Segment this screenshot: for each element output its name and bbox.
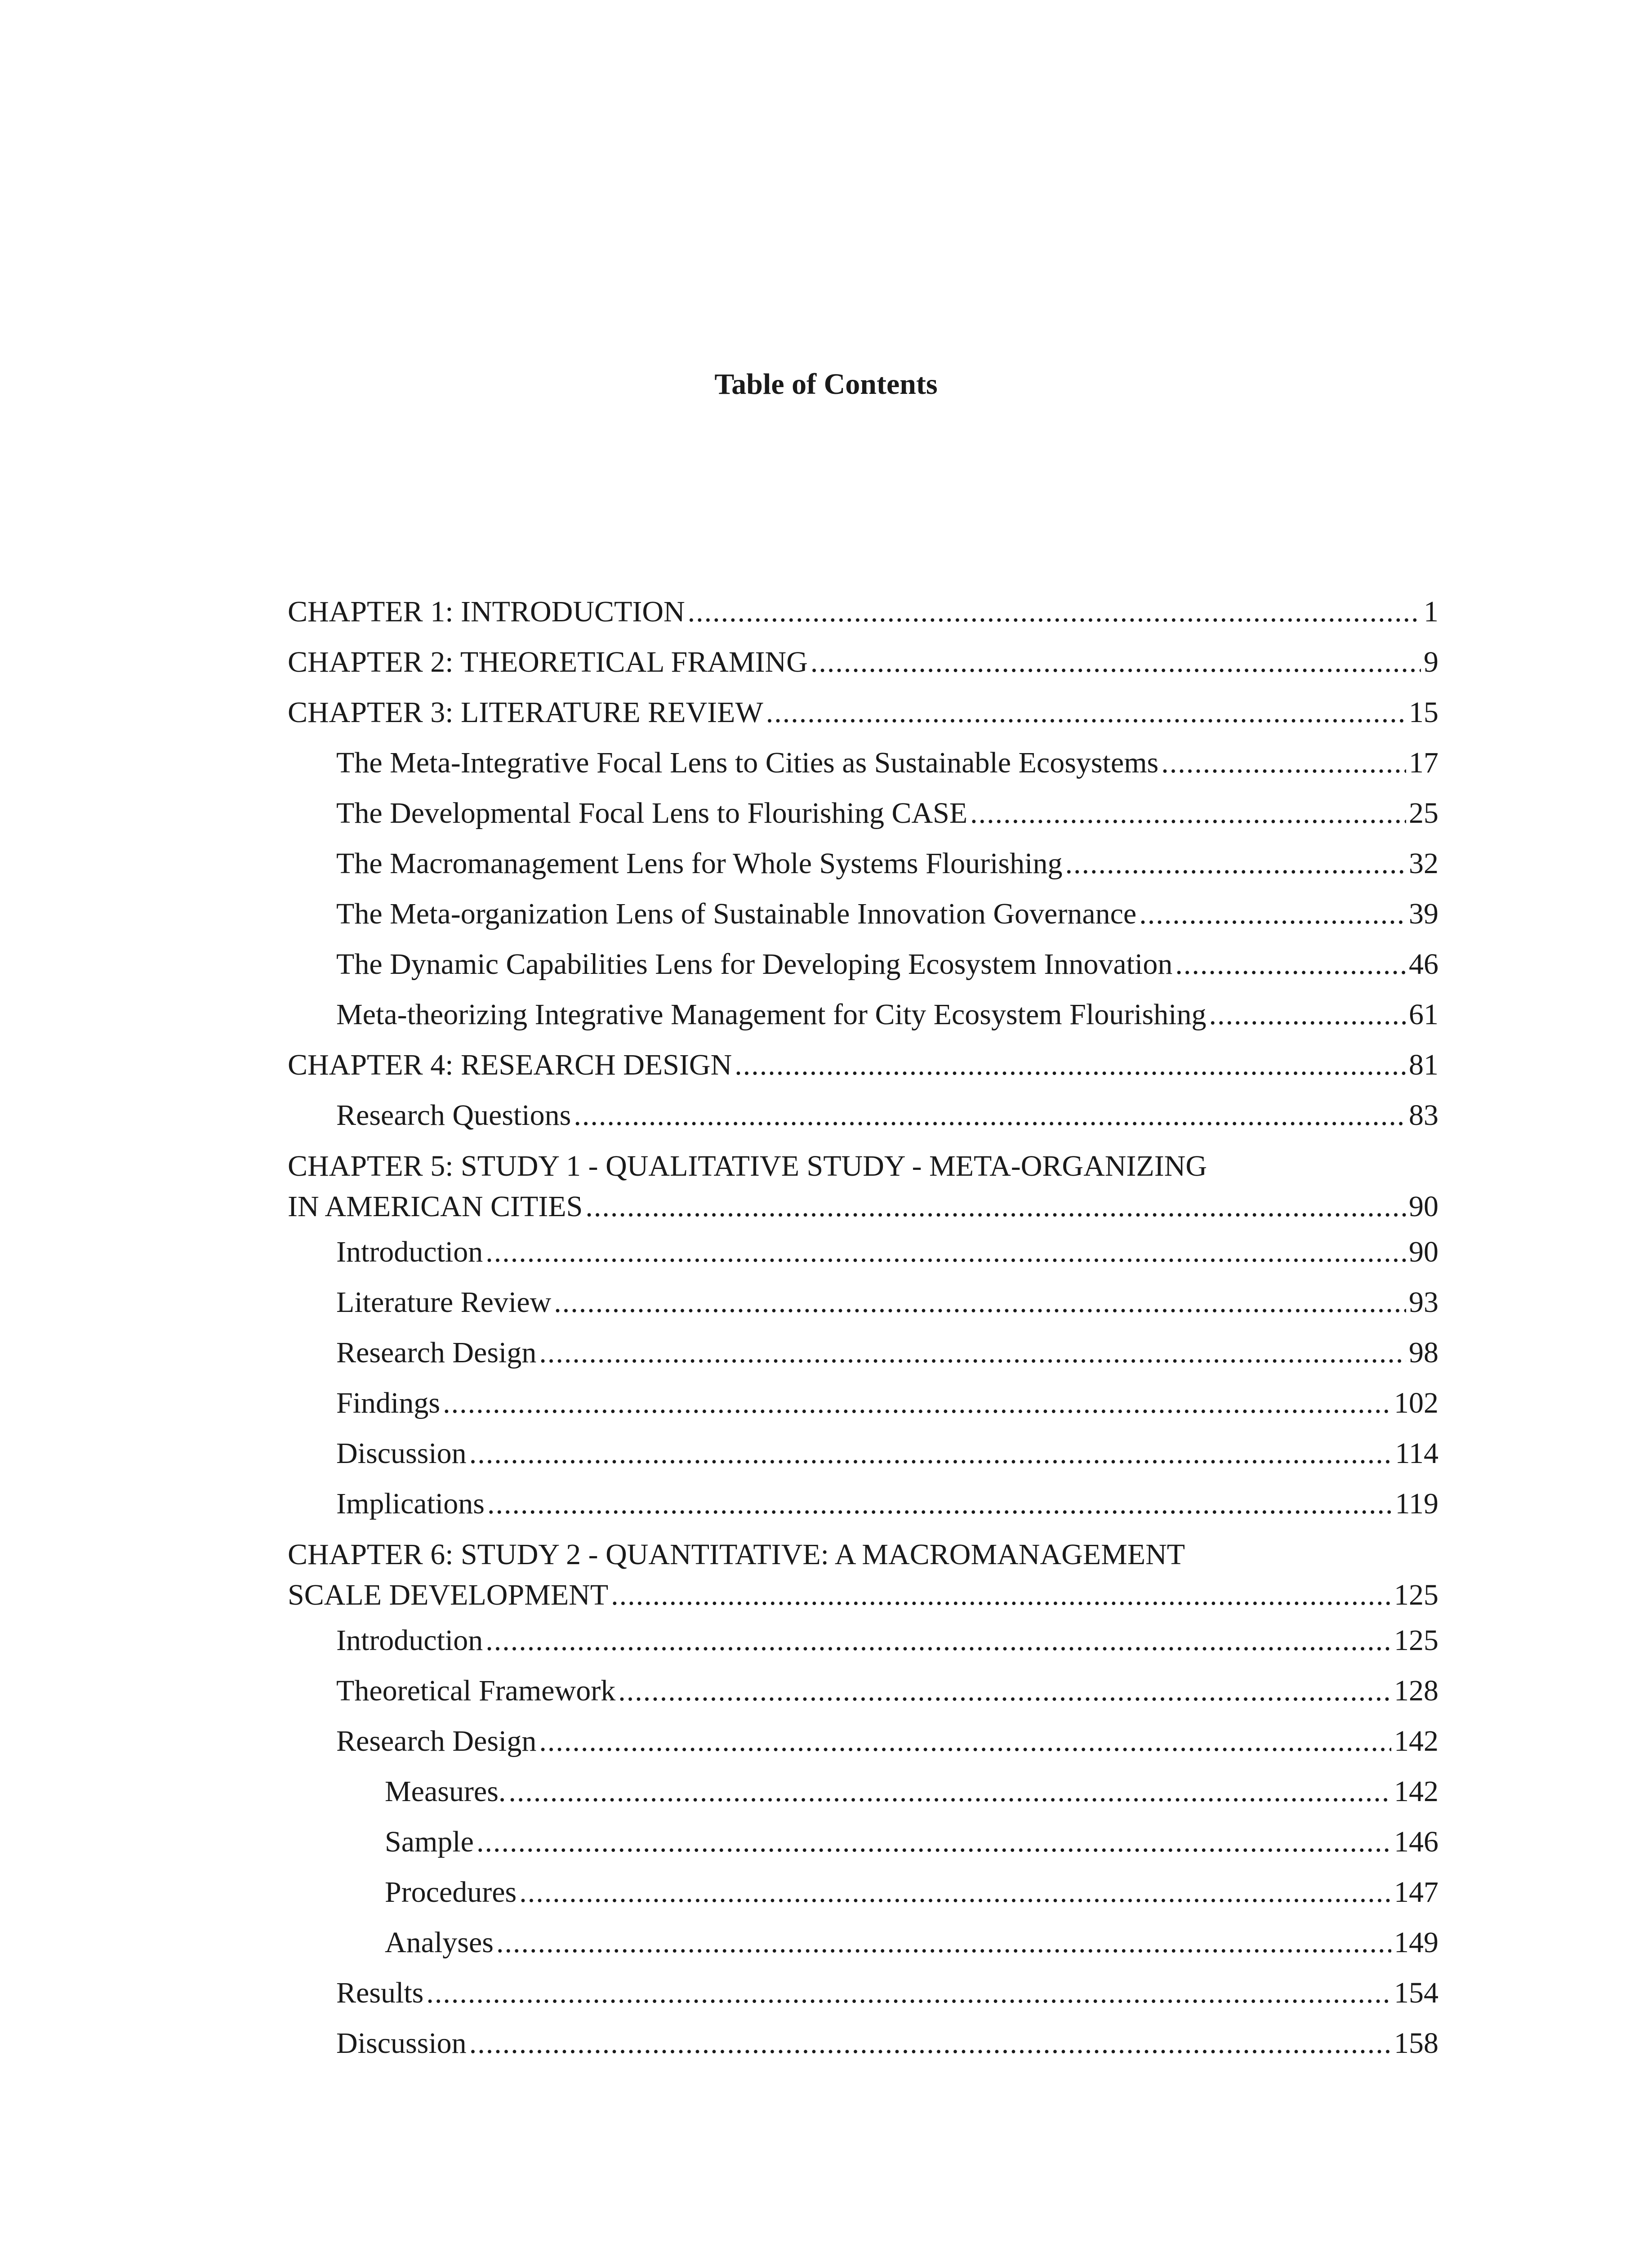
toc-entry-page-number: 1 [1424, 595, 1438, 628]
dot-leader [766, 687, 1406, 738]
toc-entry-label: Discussion [336, 1437, 467, 1470]
toc-entry-label: Sample [385, 1825, 474, 1858]
dot-leader [585, 1186, 1406, 1227]
toc-entry[interactable] [288, 1428, 1438, 1479]
dot-leader [539, 1716, 1391, 1766]
toc-entry-page-number: 158 [1394, 2027, 1438, 2060]
toc-entry-page-number: 149 [1394, 1926, 1438, 1959]
toc-entry[interactable] [288, 1277, 1438, 1328]
toc-entry-page-number: 98 [1409, 1336, 1438, 1369]
toc-entry-page-number: 146 [1394, 1825, 1438, 1858]
toc-entry-page-number: 81 [1409, 1048, 1438, 1081]
toc-entry-page-number: 147 [1394, 1876, 1438, 1909]
toc-entry[interactable] [288, 1867, 1438, 1918]
toc-entry[interactable] [288, 1378, 1438, 1428]
toc-entry[interactable] [288, 738, 1438, 788]
toc-entry-page-number: 90 [1409, 1190, 1438, 1223]
dot-leader [426, 1968, 1391, 2018]
toc-entry[interactable] [288, 1141, 1438, 1227]
toc-entry[interactable] [288, 637, 1438, 687]
toc-entry-label: The Macromanagement Lens for Whole Systems Flourishing [336, 847, 1063, 880]
table-of-contents [288, 587, 1438, 2069]
toc-entry[interactable] [288, 1529, 1438, 1615]
toc-entry[interactable] [288, 1918, 1438, 1968]
dot-leader [1175, 939, 1406, 990]
toc-entry[interactable] [288, 889, 1438, 939]
dot-leader [611, 1575, 1391, 1615]
dot-leader [810, 637, 1421, 687]
dot-leader [496, 1918, 1391, 1968]
dot-leader [688, 587, 1421, 637]
dot-leader [735, 1040, 1406, 1090]
toc-entry-page-number: 83 [1409, 1099, 1438, 1132]
dot-leader [554, 1277, 1406, 1328]
toc-entry-label: Discussion [336, 2027, 467, 2060]
toc-entry-label: CHAPTER 2: THEORETICAL FRAMING [288, 646, 808, 678]
toc-entry-label-line1: CHAPTER 5: STUDY 1 - QUALITATIVE STUDY - META-ORGANIZING [288, 1150, 1207, 1182]
toc-entry-page-number: 39 [1409, 897, 1438, 930]
toc-entry[interactable] [288, 1968, 1438, 2018]
toc-entry[interactable] [288, 1328, 1438, 1378]
toc-entry[interactable] [288, 788, 1438, 839]
toc-entry-page-number: 17 [1409, 746, 1438, 779]
toc-entry-label: Introduction [336, 1236, 483, 1268]
dot-leader [476, 1817, 1391, 1867]
toc-entry[interactable] [288, 990, 1438, 1040]
dot-leader [485, 1227, 1406, 1277]
toc-entry-label: Meta-theorizing Integrative Management for City Ecosystem Flourishing [336, 998, 1207, 1031]
toc-entry-label: CHAPTER 3: LITERATURE REVIEW [288, 696, 763, 729]
toc-entry-page-number: 61 [1409, 998, 1438, 1031]
toc-entry-label: Introduction [336, 1624, 483, 1657]
toc-entry-page-number: 32 [1409, 847, 1438, 880]
toc-entry[interactable] [288, 2018, 1438, 2069]
dot-leader [487, 1479, 1393, 1529]
toc-entry-label: Research Design [336, 1725, 537, 1757]
toc-entry-label: Research Questions [336, 1099, 571, 1132]
toc-entry-page-number: 114 [1395, 1437, 1438, 1470]
toc-entry-page-number: 93 [1409, 1286, 1438, 1319]
toc-entry[interactable] [288, 1615, 1438, 1666]
toc-entry-page-number: 125 [1394, 1624, 1438, 1657]
toc-entry[interactable] [288, 1479, 1438, 1529]
dot-leader [970, 788, 1406, 839]
toc-entry-page-number: 142 [1394, 1775, 1438, 1808]
dot-leader [443, 1378, 1391, 1428]
toc-entry-page-number: 154 [1394, 1976, 1438, 2009]
toc-entry-label: Research Design [336, 1336, 537, 1369]
toc-entry[interactable] [288, 839, 1438, 889]
toc-entry-label: SCALE DEVELOPMENT [288, 1579, 609, 1611]
dot-leader [469, 1428, 1393, 1479]
toc-entry-label: The Meta-Integrative Focal Lens to Cities as Sustainable Ecosystems [336, 746, 1159, 779]
toc-entry-page-number: 15 [1409, 696, 1438, 729]
toc-entry-label: Measures. [385, 1775, 506, 1808]
toc-entry[interactable] [288, 1227, 1438, 1277]
toc-entry-page-number: 125 [1394, 1579, 1438, 1611]
toc-entry-label-line1: CHAPTER 6: STUDY 2 - QUANTITATIVE: A MACROMANAGEMENT [288, 1538, 1185, 1571]
toc-entry-label: Implications [336, 1487, 485, 1520]
dot-leader [1209, 990, 1406, 1040]
toc-entry-page-number: 119 [1395, 1487, 1438, 1520]
toc-entry[interactable] [288, 1040, 1438, 1090]
toc-entry[interactable] [288, 587, 1438, 637]
toc-entry-label: Theoretical Framework [336, 1674, 616, 1707]
dot-leader [469, 2018, 1391, 2069]
toc-entry-label: IN AMERICAN CITIES [288, 1190, 583, 1223]
dot-leader [1139, 889, 1406, 939]
toc-entry[interactable] [288, 939, 1438, 990]
toc-entry-page-number: 25 [1409, 797, 1438, 830]
toc-entry-label: The Meta-organization Lens of Sustainable Innovation Governance [336, 897, 1137, 930]
toc-entry[interactable] [288, 1090, 1438, 1141]
dot-leader [1065, 839, 1406, 889]
page-title: Table of Contents [714, 368, 938, 401]
toc-entry[interactable] [288, 1766, 1438, 1817]
dot-leader [618, 1666, 1391, 1716]
toc-entry-page-number: 9 [1424, 646, 1438, 678]
toc-entry-label: CHAPTER 4: RESEARCH DESIGN [288, 1048, 732, 1081]
toc-entry-label: Literature Review [336, 1286, 552, 1319]
dot-leader [485, 1615, 1391, 1666]
toc-entry-label: CHAPTER 1: INTRODUCTION [288, 595, 685, 628]
toc-entry[interactable] [288, 1716, 1438, 1766]
dot-leader [1161, 738, 1406, 788]
toc-entry-label: The Dynamic Capabilities Lens for Developing Ecosystem Innovation [336, 948, 1173, 981]
toc-entry-label: Procedures [385, 1876, 517, 1909]
toc-entry-label: Findings [336, 1387, 441, 1419]
toc-entry-label: Results [336, 1976, 424, 2009]
dot-leader [519, 1867, 1391, 1918]
dot-leader [508, 1766, 1391, 1817]
toc-entry[interactable] [288, 687, 1438, 738]
toc-entry-page-number: 142 [1394, 1725, 1438, 1757]
toc-entry[interactable] [288, 1666, 1438, 1716]
toc-entry[interactable] [288, 1817, 1438, 1867]
dot-leader [539, 1328, 1406, 1378]
toc-entry-page-number: 90 [1409, 1236, 1438, 1268]
toc-entry-label: Analyses [385, 1926, 494, 1959]
dot-leader [574, 1090, 1406, 1141]
toc-entry-page-number: 46 [1409, 948, 1438, 981]
toc-entry-page-number: 102 [1394, 1387, 1438, 1419]
toc-entry-page-number: 128 [1394, 1674, 1438, 1707]
toc-entry-label: The Developmental Focal Lens to Flourishing CASE [336, 797, 968, 830]
